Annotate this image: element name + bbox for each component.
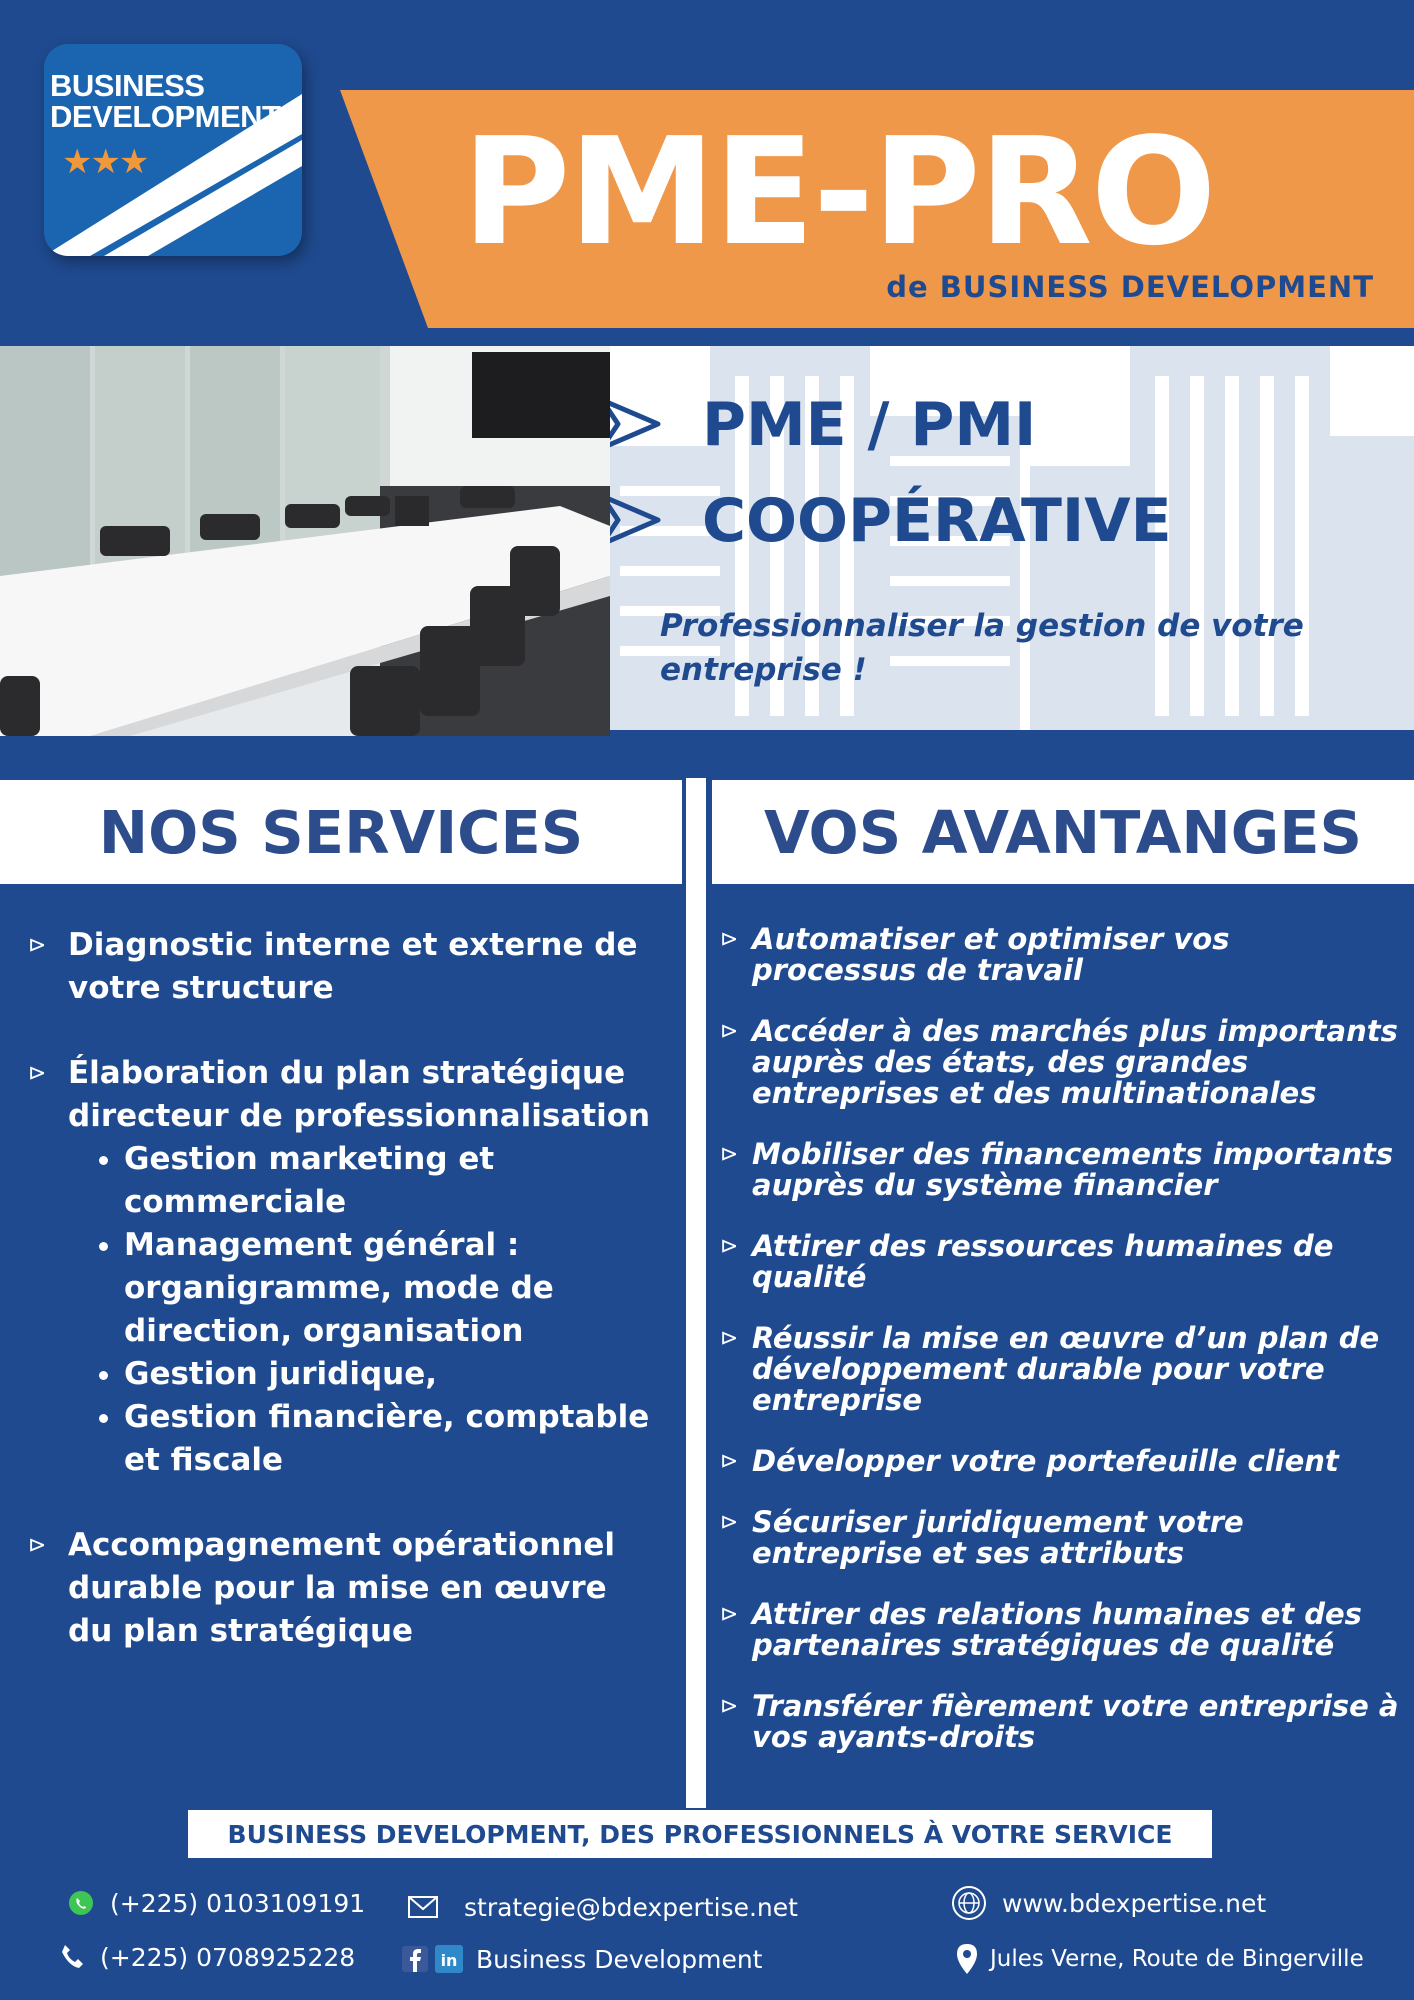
- logo-stars: ★★★: [62, 142, 148, 182]
- sub-list-item: • Gestion financière, comptable et fiscale: [124, 1396, 658, 1482]
- email-address: strategie@bdexpertise.net: [464, 1892, 798, 1922]
- whatsapp-number: (+225) 0103109191: [110, 1888, 366, 1918]
- logo-line1: BUSINESS: [50, 68, 205, 103]
- list-item: [720, 1691, 1400, 1753]
- bullet-arrow-icon: ⊳: [720, 1234, 739, 1259]
- hero-tagline: Professionnaliser la gestion de votre entreprise !: [660, 608, 1304, 688]
- advantage-text: Automatiser et optimiser vos processus de travail: [752, 922, 1230, 987]
- list-item: [720, 1599, 1400, 1661]
- services-heading: NOS SERVICES: [0, 780, 682, 884]
- location-pin-icon: [952, 1944, 982, 1974]
- advantage-text: Mobiliser des financements importants auprès du système financier: [752, 1137, 1394, 1202]
- website-contact[interactable]: [950, 1884, 1266, 1922]
- advantage-text: Réussir la mise en œuvre d’un plan de développement durable pour votre entreprise: [752, 1321, 1380, 1417]
- whatsapp-contact[interactable]: [66, 1888, 365, 1918]
- bullet-arrow-icon: ⊳: [28, 933, 47, 958]
- bullet-arrow-icon: ⊳: [720, 1142, 739, 1167]
- bullet-arrow-icon: ⊳: [720, 1326, 739, 1351]
- social-handle: Business Development: [476, 1944, 763, 1974]
- service-text: Élaboration du plan stratégique directeur de professionnalisation: [68, 1055, 651, 1134]
- bullet-arrow-icon: ⊳: [720, 1019, 739, 1044]
- bullet-arrow-icon: ⊳: [720, 1602, 739, 1627]
- advantage-text: Développer votre portefeuille client: [752, 1444, 1339, 1478]
- phone-contact[interactable]: [56, 1942, 355, 1972]
- page-title: PME-PRO: [462, 106, 1215, 278]
- list-item: [720, 1446, 1400, 1477]
- list-item: [28, 924, 658, 1010]
- meeting-room-photo: [0, 346, 610, 736]
- bullet-arrow-icon: ⊳: [720, 927, 739, 952]
- social-contact[interactable]: [400, 1944, 763, 1974]
- advantage-text: Attirer des relations humaines et des partenaires stratégiques de qualité: [752, 1597, 1362, 1662]
- sub-list-item: • Gestion juridique,: [124, 1353, 658, 1396]
- list-item: [720, 1139, 1400, 1201]
- list-item: [720, 1231, 1400, 1293]
- services-list: [28, 924, 658, 1695]
- logo-wordmark: [50, 70, 280, 132]
- advantage-text: Sécuriser juridiquement votre entreprise et ses attributs: [752, 1505, 1244, 1570]
- address-contact: [952, 1944, 1364, 1974]
- phone-icon: [56, 1942, 86, 1972]
- address-text: Jules Verne, Route de Bingerville: [990, 1946, 1364, 1972]
- list-item: [720, 1507, 1400, 1569]
- company-logo: [44, 44, 302, 256]
- tag-label: COOPÉRATIVE: [702, 486, 1172, 556]
- tag-label: PME / PMI: [702, 390, 1037, 460]
- advantages-list: [720, 924, 1400, 1783]
- list-item: [720, 924, 1400, 986]
- list-item: [720, 1016, 1400, 1109]
- arrow-icon: [610, 390, 666, 460]
- footer-slogan: BUSINESS DEVELOPMENT, DES PROFESSIONNELS À VOTRE SERVICE: [188, 1810, 1212, 1858]
- list-item: [28, 1052, 658, 1482]
- advantage-text: Transférer fièrement votre entreprise à vos ayants-droits: [752, 1689, 1399, 1754]
- hero-panel: [610, 346, 1414, 730]
- service-text: Diagnostic interne et externe de votre structure: [68, 927, 638, 1006]
- email-contact[interactable]: [408, 1892, 798, 1922]
- sub-list-item: • Management général : organigramme, mode de direction, organisation: [124, 1224, 658, 1353]
- bullet-arrow-icon: ⊳: [720, 1694, 739, 1719]
- target-cooperative: [702, 486, 1172, 556]
- advantage-text: Accéder à des marchés plus importants auprès des états, des grandes entreprises et des multinationales: [752, 1014, 1398, 1110]
- whatsapp-icon: [66, 1888, 96, 1918]
- website-url: www.bdexpertise.net: [1002, 1888, 1267, 1918]
- service-sublist: [124, 1138, 658, 1482]
- list-item: [720, 1323, 1400, 1416]
- arrow-icon: [610, 486, 666, 556]
- list-item: [28, 1524, 658, 1653]
- service-text: Accompagnement opérationnel durable pour la mise en œuvre du plan stratégique: [68, 1527, 615, 1649]
- advantage-text: Attirer des ressources humaines de qualité: [752, 1229, 1334, 1294]
- phone-number: (+225) 0708925228: [100, 1942, 356, 1972]
- page-subtitle: de BUSINESS DEVELOPMENT: [886, 270, 1374, 304]
- bullet-arrow-icon: ⊳: [720, 1510, 739, 1535]
- advantages-heading: VOS AVANTANGES: [712, 780, 1414, 884]
- logo-line2: DEVELOPMENT: [50, 99, 281, 134]
- mail-icon: [408, 1892, 438, 1922]
- sub-list-item: • Gestion marketing et commerciale: [124, 1138, 658, 1224]
- linkedin-icon[interactable]: [434, 1944, 464, 1974]
- bullet-arrow-icon: ⊳: [28, 1533, 47, 1558]
- svg-text:in: in: [440, 1951, 458, 1970]
- bullet-arrow-icon: ⊳: [720, 1449, 739, 1474]
- globe-icon: [950, 1884, 988, 1922]
- target-pme-pmi: [702, 390, 1036, 460]
- column-divider: [686, 778, 706, 1808]
- bullet-arrow-icon: ⊳: [28, 1061, 47, 1086]
- facebook-icon[interactable]: [400, 1944, 430, 1974]
